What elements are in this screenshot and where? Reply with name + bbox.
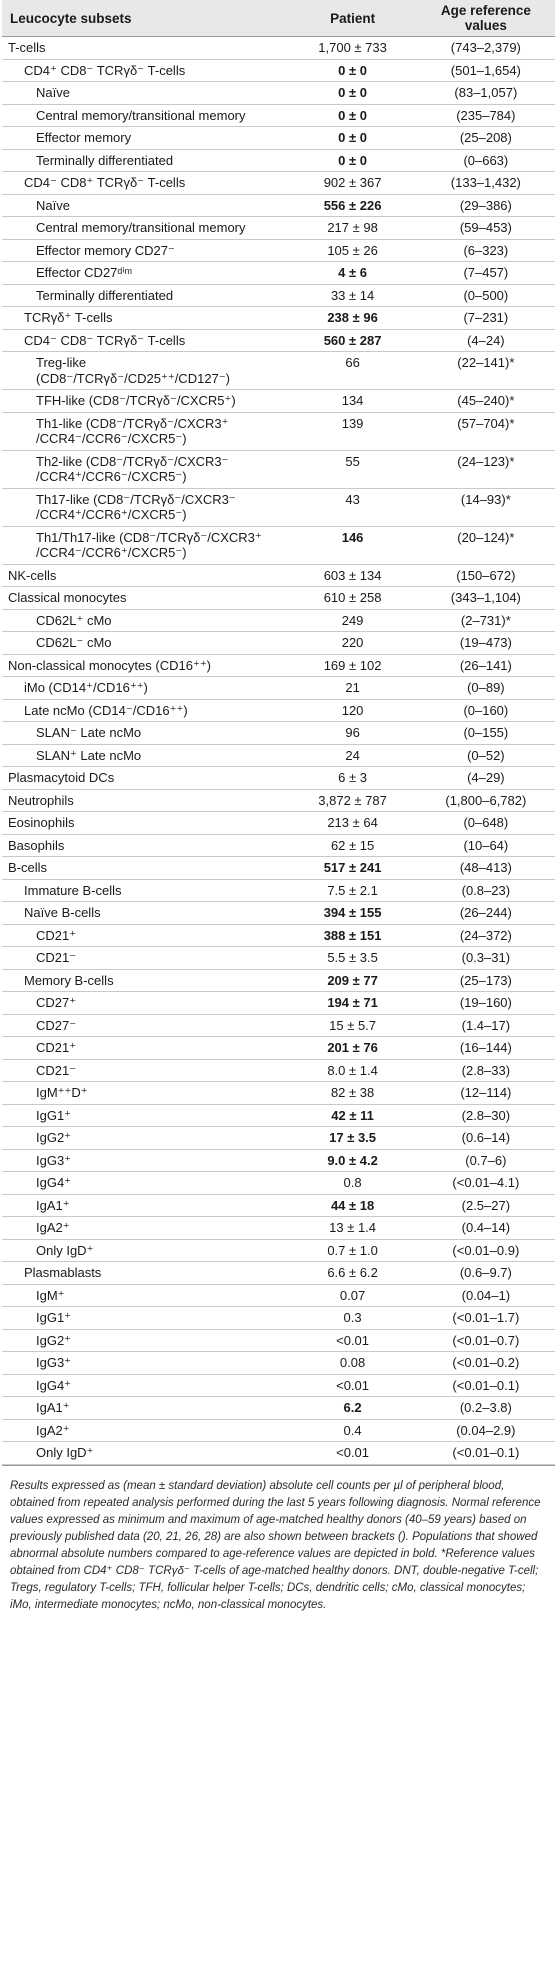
row-label: IgA2⁺ xyxy=(2,1217,288,1240)
row-label: IgG3⁺ xyxy=(2,1352,288,1375)
row-reference-value: (7–231) xyxy=(417,307,555,330)
row-reference-value: (0.6–9.7) xyxy=(417,1262,555,1285)
table-row xyxy=(2,744,555,767)
table-row xyxy=(2,1149,555,1172)
table-row xyxy=(2,194,555,217)
table-header-row xyxy=(2,0,555,37)
table-row xyxy=(2,1352,555,1375)
row-patient-value: 7.5 ± 2.1 xyxy=(288,879,416,902)
row-patient-value: 8.0 ± 1.4 xyxy=(288,1059,416,1082)
row-label: IgG2⁺ xyxy=(2,1329,288,1352)
row-patient-value: 15 ± 5.7 xyxy=(288,1014,416,1037)
row-label: Terminally differentiated xyxy=(2,284,288,307)
table-row xyxy=(2,1217,555,1240)
row-label: Effector memory CD27⁻ xyxy=(2,239,288,262)
table-row xyxy=(2,1059,555,1082)
row-label: IgG2⁺ xyxy=(2,1127,288,1150)
row-reference-value: (343–1,104) xyxy=(417,587,555,610)
row-patient-value: 62 ± 15 xyxy=(288,834,416,857)
row-label: Immature B-cells xyxy=(2,879,288,902)
table-row xyxy=(2,526,555,564)
row-reference-value: (150–672) xyxy=(417,564,555,587)
table-row xyxy=(2,149,555,172)
table-row xyxy=(2,1239,555,1262)
table-body xyxy=(2,37,555,1465)
table-row xyxy=(2,609,555,632)
row-label: Classical monocytes xyxy=(2,587,288,610)
header-age-reference-values: Age reference values xyxy=(417,0,555,37)
row-reference-value: (0–663) xyxy=(417,149,555,172)
row-patient-value: 82 ± 38 xyxy=(288,1082,416,1105)
row-label: Th1-like (CD8⁻/TCRγδ⁻/CXCR3⁺ /CCR4⁻/CCR6⁻/CXCR5⁻) xyxy=(2,412,288,450)
row-reference-value: (235–784) xyxy=(417,104,555,127)
row-label: IgG3⁺ xyxy=(2,1149,288,1172)
row-reference-value: (2.8–33) xyxy=(417,1059,555,1082)
table-row xyxy=(2,1374,555,1397)
table-row xyxy=(2,812,555,835)
row-reference-value: (0–500) xyxy=(417,284,555,307)
table-row xyxy=(2,969,555,992)
row-patient-value: 0.7 ± 1.0 xyxy=(288,1239,416,1262)
row-patient-value: 249 xyxy=(288,609,416,632)
row-label: IgG1⁺ xyxy=(2,1104,288,1127)
row-reference-value: (25–208) xyxy=(417,127,555,150)
row-label: CD21⁺ xyxy=(2,924,288,947)
table-row xyxy=(2,902,555,925)
table-row xyxy=(2,722,555,745)
row-reference-value: (0.8–23) xyxy=(417,879,555,902)
row-reference-value: (22–141)* xyxy=(417,352,555,390)
row-label: CD4⁻ CD8⁺ TCRγδ⁻ T-cells xyxy=(2,172,288,195)
table-row xyxy=(2,992,555,1015)
row-patient-value: 4 ± 6 xyxy=(288,262,416,285)
row-patient-value: <0.01 xyxy=(288,1374,416,1397)
row-label: Th1/Th17-like (CD8⁻/TCRγδ⁻/CXCR3⁺ /CCR4⁻/CCR6⁺/CXCR5⁻) xyxy=(2,526,288,564)
row-label: Eosinophils xyxy=(2,812,288,835)
row-reference-value: (26–244) xyxy=(417,902,555,925)
row-patient-value: 0.08 xyxy=(288,1352,416,1375)
table-row xyxy=(2,488,555,526)
row-reference-value: (<0.01–0.1) xyxy=(417,1442,555,1465)
row-label: CD27⁺ xyxy=(2,992,288,1015)
table-row xyxy=(2,857,555,880)
row-reference-value: (0–160) xyxy=(417,699,555,722)
table-row xyxy=(2,217,555,240)
row-label: Naïve xyxy=(2,194,288,217)
row-label: iMo (CD14⁺/CD16⁺⁺) xyxy=(2,677,288,700)
row-reference-value: (<0.01–4.1) xyxy=(417,1172,555,1195)
row-label: CD4⁺ CD8⁻ TCRγδ⁻ T-cells xyxy=(2,59,288,82)
table-row xyxy=(2,172,555,195)
table-row xyxy=(2,82,555,105)
table-row xyxy=(2,677,555,700)
row-label: SLAN⁺ Late ncMo xyxy=(2,744,288,767)
row-label: B-cells xyxy=(2,857,288,880)
row-reference-value: (<0.01–0.2) xyxy=(417,1352,555,1375)
table-row xyxy=(2,1014,555,1037)
row-label: CD21⁻ xyxy=(2,947,288,970)
row-patient-value: 560 ± 287 xyxy=(288,329,416,352)
table-row xyxy=(2,947,555,970)
row-label: IgM⁺⁺D⁺ xyxy=(2,1082,288,1105)
row-patient-value: 169 ± 102 xyxy=(288,654,416,677)
table-row xyxy=(2,1329,555,1352)
row-label: IgM⁺ xyxy=(2,1284,288,1307)
table-row xyxy=(2,59,555,82)
row-label: T-cells xyxy=(2,37,288,60)
header-leucocyte-subsets: Leucocyte subsets xyxy=(2,0,288,37)
row-label: IgA1⁺ xyxy=(2,1194,288,1217)
table-row xyxy=(2,767,555,790)
row-label: CD27⁻ xyxy=(2,1014,288,1037)
row-label: Th2-like (CD8⁻/TCRγδ⁻/CXCR3⁻ /CCR4⁺/CCR6⁻/CXCR5⁻) xyxy=(2,450,288,488)
row-patient-value: 43 xyxy=(288,488,416,526)
row-patient-value: 610 ± 258 xyxy=(288,587,416,610)
row-patient-value: 105 ± 26 xyxy=(288,239,416,262)
row-patient-value: 55 xyxy=(288,450,416,488)
row-label: SLAN⁻ Late ncMo xyxy=(2,722,288,745)
row-patient-value: 0.07 xyxy=(288,1284,416,1307)
row-reference-value: (2.5–27) xyxy=(417,1194,555,1217)
row-label: Neutrophils xyxy=(2,789,288,812)
row-patient-value: 0 ± 0 xyxy=(288,82,416,105)
table-row xyxy=(2,239,555,262)
table-row xyxy=(2,37,555,60)
row-label: IgG1⁺ xyxy=(2,1307,288,1330)
table-row xyxy=(2,1284,555,1307)
table-row xyxy=(2,879,555,902)
table-row xyxy=(2,564,555,587)
row-patient-value: 139 xyxy=(288,412,416,450)
row-label: IgG4⁺ xyxy=(2,1172,288,1195)
row-label: IgA1⁺ xyxy=(2,1397,288,1420)
row-reference-value: (0.3–31) xyxy=(417,947,555,970)
row-patient-value: 217 ± 98 xyxy=(288,217,416,240)
table-row xyxy=(2,1172,555,1195)
row-patient-value: 0.3 xyxy=(288,1307,416,1330)
row-patient-value: 120 xyxy=(288,699,416,722)
row-label: Basophils xyxy=(2,834,288,857)
table-row xyxy=(2,924,555,947)
row-reference-value: (0–89) xyxy=(417,677,555,700)
row-reference-value: (501–1,654) xyxy=(417,59,555,82)
row-reference-value: (20–124)* xyxy=(417,526,555,564)
table-row xyxy=(2,390,555,413)
row-label: CD62L⁻ cMo xyxy=(2,632,288,655)
row-patient-value: 394 ± 155 xyxy=(288,902,416,925)
row-patient-value: 194 ± 71 xyxy=(288,992,416,1015)
table-row xyxy=(2,699,555,722)
row-reference-value: (4–29) xyxy=(417,767,555,790)
table-row xyxy=(2,1262,555,1285)
row-reference-value: (0.4–14) xyxy=(417,1217,555,1240)
row-reference-value: (<0.01–1.7) xyxy=(417,1307,555,1330)
row-label: Plasmacytoid DCs xyxy=(2,767,288,790)
row-reference-value: (24–372) xyxy=(417,924,555,947)
row-label: TFH-like (CD8⁻/TCRγδ⁻/CXCR5⁺) xyxy=(2,390,288,413)
row-reference-value: (19–473) xyxy=(417,632,555,655)
table-row xyxy=(2,1037,555,1060)
row-patient-value: 5.5 ± 3.5 xyxy=(288,947,416,970)
row-reference-value: (0.6–14) xyxy=(417,1127,555,1150)
row-label: Effector CD27ᵈⁱᵐ xyxy=(2,262,288,285)
header-patient: Patient xyxy=(288,0,416,37)
row-label: Non-classical monocytes (CD16⁺⁺) xyxy=(2,654,288,677)
table-row xyxy=(2,1397,555,1420)
row-reference-value: (1.4–17) xyxy=(417,1014,555,1037)
table-row xyxy=(2,1442,555,1465)
table-row xyxy=(2,1127,555,1150)
row-reference-value: (133–1,432) xyxy=(417,172,555,195)
table-row xyxy=(2,654,555,677)
row-reference-value: (<0.01–0.1) xyxy=(417,1374,555,1397)
row-patient-value: 42 ± 11 xyxy=(288,1104,416,1127)
table-row xyxy=(2,1104,555,1127)
row-reference-value: (0–648) xyxy=(417,812,555,835)
row-label: Central memory/transitional memory xyxy=(2,217,288,240)
row-label: Only IgD⁺ xyxy=(2,1239,288,1262)
row-reference-value: (2–731)* xyxy=(417,609,555,632)
row-patient-value: <0.01 xyxy=(288,1442,416,1465)
table-row xyxy=(2,1419,555,1442)
row-reference-value: (0.04–1) xyxy=(417,1284,555,1307)
row-reference-value: (0.2–3.8) xyxy=(417,1397,555,1420)
row-reference-value: (2.8–30) xyxy=(417,1104,555,1127)
row-reference-value: (29–386) xyxy=(417,194,555,217)
table-row xyxy=(2,127,555,150)
table-row xyxy=(2,587,555,610)
table-row xyxy=(2,632,555,655)
row-patient-value: 17 ± 3.5 xyxy=(288,1127,416,1150)
row-patient-value: 213 ± 64 xyxy=(288,812,416,835)
row-patient-value: 96 xyxy=(288,722,416,745)
row-reference-value: (24–123)* xyxy=(417,450,555,488)
row-patient-value: 556 ± 226 xyxy=(288,194,416,217)
row-patient-value: 21 xyxy=(288,677,416,700)
row-patient-value: 0.4 xyxy=(288,1419,416,1442)
row-label: CD4⁻ CD8⁻ TCRγδ⁻ T-cells xyxy=(2,329,288,352)
row-patient-value: 6.2 xyxy=(288,1397,416,1420)
row-label: Terminally differentiated xyxy=(2,149,288,172)
row-patient-value: 44 ± 18 xyxy=(288,1194,416,1217)
row-reference-value: (743–2,379) xyxy=(417,37,555,60)
row-patient-value: 3,872 ± 787 xyxy=(288,789,416,812)
table-row xyxy=(2,1082,555,1105)
table-row xyxy=(2,412,555,450)
leucocyte-subsets-table xyxy=(2,0,555,1465)
row-patient-value: 24 xyxy=(288,744,416,767)
row-reference-value: (48–413) xyxy=(417,857,555,880)
row-patient-value: 209 ± 77 xyxy=(288,969,416,992)
table-row xyxy=(2,329,555,352)
row-patient-value: 9.0 ± 4.2 xyxy=(288,1149,416,1172)
row-label: Only IgD⁺ xyxy=(2,1442,288,1465)
row-label: NK-cells xyxy=(2,564,288,587)
table-row xyxy=(2,1307,555,1330)
row-label: IgG4⁺ xyxy=(2,1374,288,1397)
row-patient-value: 201 ± 76 xyxy=(288,1037,416,1060)
row-label: Plasmablasts xyxy=(2,1262,288,1285)
row-reference-value: (83–1,057) xyxy=(417,82,555,105)
row-label: CD62L⁺ cMo xyxy=(2,609,288,632)
row-reference-value: (6–323) xyxy=(417,239,555,262)
row-patient-value: 517 ± 241 xyxy=(288,857,416,880)
row-reference-value: (10–64) xyxy=(417,834,555,857)
row-patient-value: 6.6 ± 6.2 xyxy=(288,1262,416,1285)
row-label: CD21⁺ xyxy=(2,1037,288,1060)
row-reference-value: (45–240)* xyxy=(417,390,555,413)
row-label: Memory B-cells xyxy=(2,969,288,992)
row-patient-value: 0 ± 0 xyxy=(288,104,416,127)
row-reference-value: (25–173) xyxy=(417,969,555,992)
row-label: Naïve xyxy=(2,82,288,105)
row-reference-value: (0.7–6) xyxy=(417,1149,555,1172)
table-row xyxy=(2,307,555,330)
row-patient-value: <0.01 xyxy=(288,1329,416,1352)
table-row xyxy=(2,262,555,285)
row-label: Late ncMo (CD14⁻/CD16⁺⁺) xyxy=(2,699,288,722)
row-reference-value: (26–141) xyxy=(417,654,555,677)
row-patient-value: 13 ± 1.4 xyxy=(288,1217,416,1240)
row-label: Central memory/transitional memory xyxy=(2,104,288,127)
row-patient-value: 146 xyxy=(288,526,416,564)
row-label: IgA2⁺ xyxy=(2,1419,288,1442)
row-reference-value: (<0.01–0.9) xyxy=(417,1239,555,1262)
row-patient-value: 0 ± 0 xyxy=(288,127,416,150)
row-patient-value: 388 ± 151 xyxy=(288,924,416,947)
row-patient-value: 238 ± 96 xyxy=(288,307,416,330)
table-row xyxy=(2,789,555,812)
row-label: Th17-like (CD8⁻/TCRγδ⁻/CXCR3⁻ /CCR4⁺/CCR6⁺/CXCR5⁻) xyxy=(2,488,288,526)
row-patient-value: 134 xyxy=(288,390,416,413)
row-patient-value: 33 ± 14 xyxy=(288,284,416,307)
row-patient-value: 66 xyxy=(288,352,416,390)
table-row xyxy=(2,104,555,127)
row-label: Treg-like (CD8⁻/TCRγδ⁻/CD25⁺⁺/CD127⁻) xyxy=(2,352,288,390)
row-label: TCRγδ⁺ T-cells xyxy=(2,307,288,330)
row-reference-value: (12–114) xyxy=(417,1082,555,1105)
row-label: Naïve B-cells xyxy=(2,902,288,925)
row-patient-value: 0 ± 0 xyxy=(288,59,416,82)
row-reference-value: (59–453) xyxy=(417,217,555,240)
row-patient-value: 220 xyxy=(288,632,416,655)
row-reference-value: (7–457) xyxy=(417,262,555,285)
table-row xyxy=(2,284,555,307)
row-reference-value: (<0.01–0.7) xyxy=(417,1329,555,1352)
row-patient-value: 1,700 ± 733 xyxy=(288,37,416,60)
table-row xyxy=(2,834,555,857)
row-patient-value: 0 ± 0 xyxy=(288,149,416,172)
table-row xyxy=(2,1194,555,1217)
row-label: CD21⁻ xyxy=(2,1059,288,1082)
row-reference-value: (0–155) xyxy=(417,722,555,745)
row-patient-value: 902 ± 367 xyxy=(288,172,416,195)
row-reference-value: (14–93)* xyxy=(417,488,555,526)
table-row xyxy=(2,352,555,390)
row-reference-value: (0.04–2.9) xyxy=(417,1419,555,1442)
row-patient-value: 0.8 xyxy=(288,1172,416,1195)
table-row xyxy=(2,450,555,488)
row-reference-value: (57–704)* xyxy=(417,412,555,450)
row-label: Effector memory xyxy=(2,127,288,150)
row-reference-value: (4–24) xyxy=(417,329,555,352)
row-patient-value: 6 ± 3 xyxy=(288,767,416,790)
row-reference-value: (16–144) xyxy=(417,1037,555,1060)
table-footnote: Results expressed as (mean ± standard deviation) absolute cell counts per µl of peripheral blood, obtained from repeated analysis performed during the last 5 years following diagnosis. Normal reference values expressed as minimum and maximum of age-matched healthy donors (40–59 years) based on previously published data (20, 21, 26, 28) are also shown between brackets (). Populations that showed abnormal absolute numbers compared to age-reference values are depicted in bold. *Reference values obtained from CD4⁺ CD8⁻ TCRγδ⁻ T-cells of age-matched healthy donors. DNT, double-negative T-cell; Tregs, regulatory T-cells; TFH, follicular helper T-cells; DCs, dendritic cells; cMo, classical monocytes; iMo, intermediate monocytes; ncMo, non-classical monocytes. xyxy=(2,1465,555,1614)
row-reference-value: (0–52) xyxy=(417,744,555,767)
row-reference-value: (1,800–6,782) xyxy=(417,789,555,812)
row-patient-value: 603 ± 134 xyxy=(288,564,416,587)
row-reference-value: (19–160) xyxy=(417,992,555,1015)
